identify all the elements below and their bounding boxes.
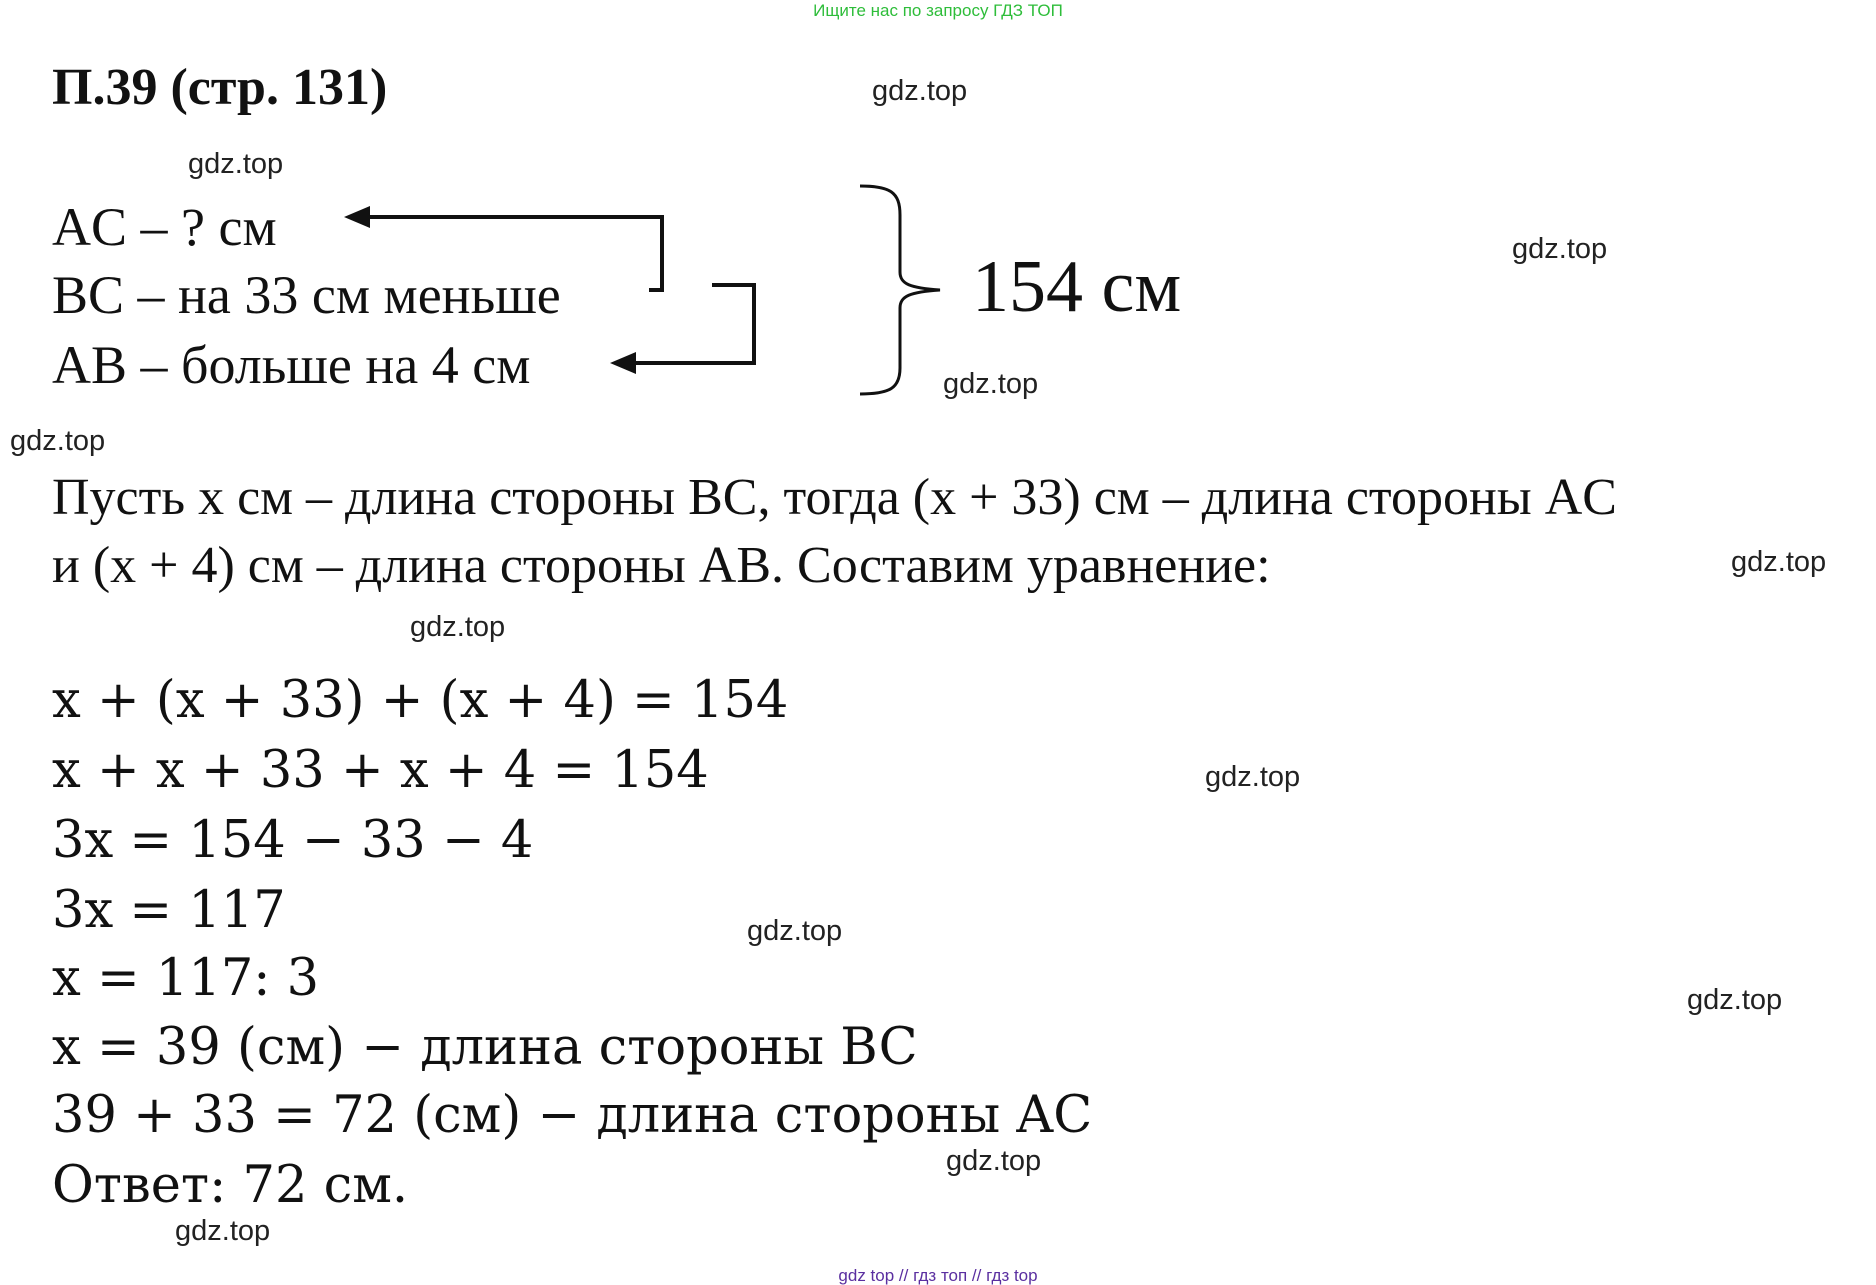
watermark: gdz.top (946, 1145, 1042, 1177)
watermark: gdz.top (747, 915, 843, 947)
condition-bc: BC – на 33 см меньше (52, 265, 561, 325)
watermark: gdz.top (1512, 233, 1608, 265)
watermark: gdz.top (410, 611, 506, 643)
condition-ac: AC – ? см (52, 197, 277, 257)
watermark: gdz.top (943, 368, 1039, 400)
watermark: gdz.top (1687, 984, 1783, 1016)
condition-ab: AB – больше на 4 см (52, 335, 531, 395)
watermark: gdz.top (872, 75, 968, 107)
equation-2: x + x + 33 + x + 4 = 154 (52, 741, 709, 800)
equation-1: x + (x + 33) + (x + 4) = 154 (52, 671, 789, 730)
problem-title: П.39 (стр. 131) (52, 59, 388, 116)
equation-4: 3x = 117 (52, 881, 286, 940)
condition-total: 154 см (972, 246, 1182, 328)
watermark: gdz.top (175, 1215, 271, 1247)
arrowhead-ac (344, 206, 370, 228)
watermark: gdz.top (10, 425, 106, 457)
arrow-bc-to-ab (620, 285, 754, 363)
equation-5: x = 117: 3 (52, 949, 320, 1008)
watermark: gdz.top (1205, 761, 1301, 793)
footer-links[interactable]: gdz top // гдз топ // гдз top (838, 1266, 1038, 1285)
solution-line-1: Пусть x см – длина стороны BC, тогда (x + 33) см – длина стороны AC (52, 469, 1617, 526)
curly-brace (860, 186, 940, 394)
top-banner[interactable]: Ищите нас по запросу ГДЗ ТОП (813, 1, 1063, 20)
answer: Ответ: 72 см. (52, 1156, 409, 1215)
equation-6: x = 39 (см) − длина стороны BC (52, 1018, 918, 1077)
arrowhead-ab (610, 352, 636, 374)
watermark: gdz.top (1731, 546, 1827, 578)
equation-7: 39 + 33 = 72 (см) − длина стороны AC (52, 1086, 1093, 1145)
equation-3: 3x = 154 − 33 − 4 (52, 811, 534, 870)
watermark: gdz.top (188, 148, 284, 180)
solution-line-2: и (x + 4) см – длина стороны AB. Составим уравнение: (52, 537, 1271, 594)
